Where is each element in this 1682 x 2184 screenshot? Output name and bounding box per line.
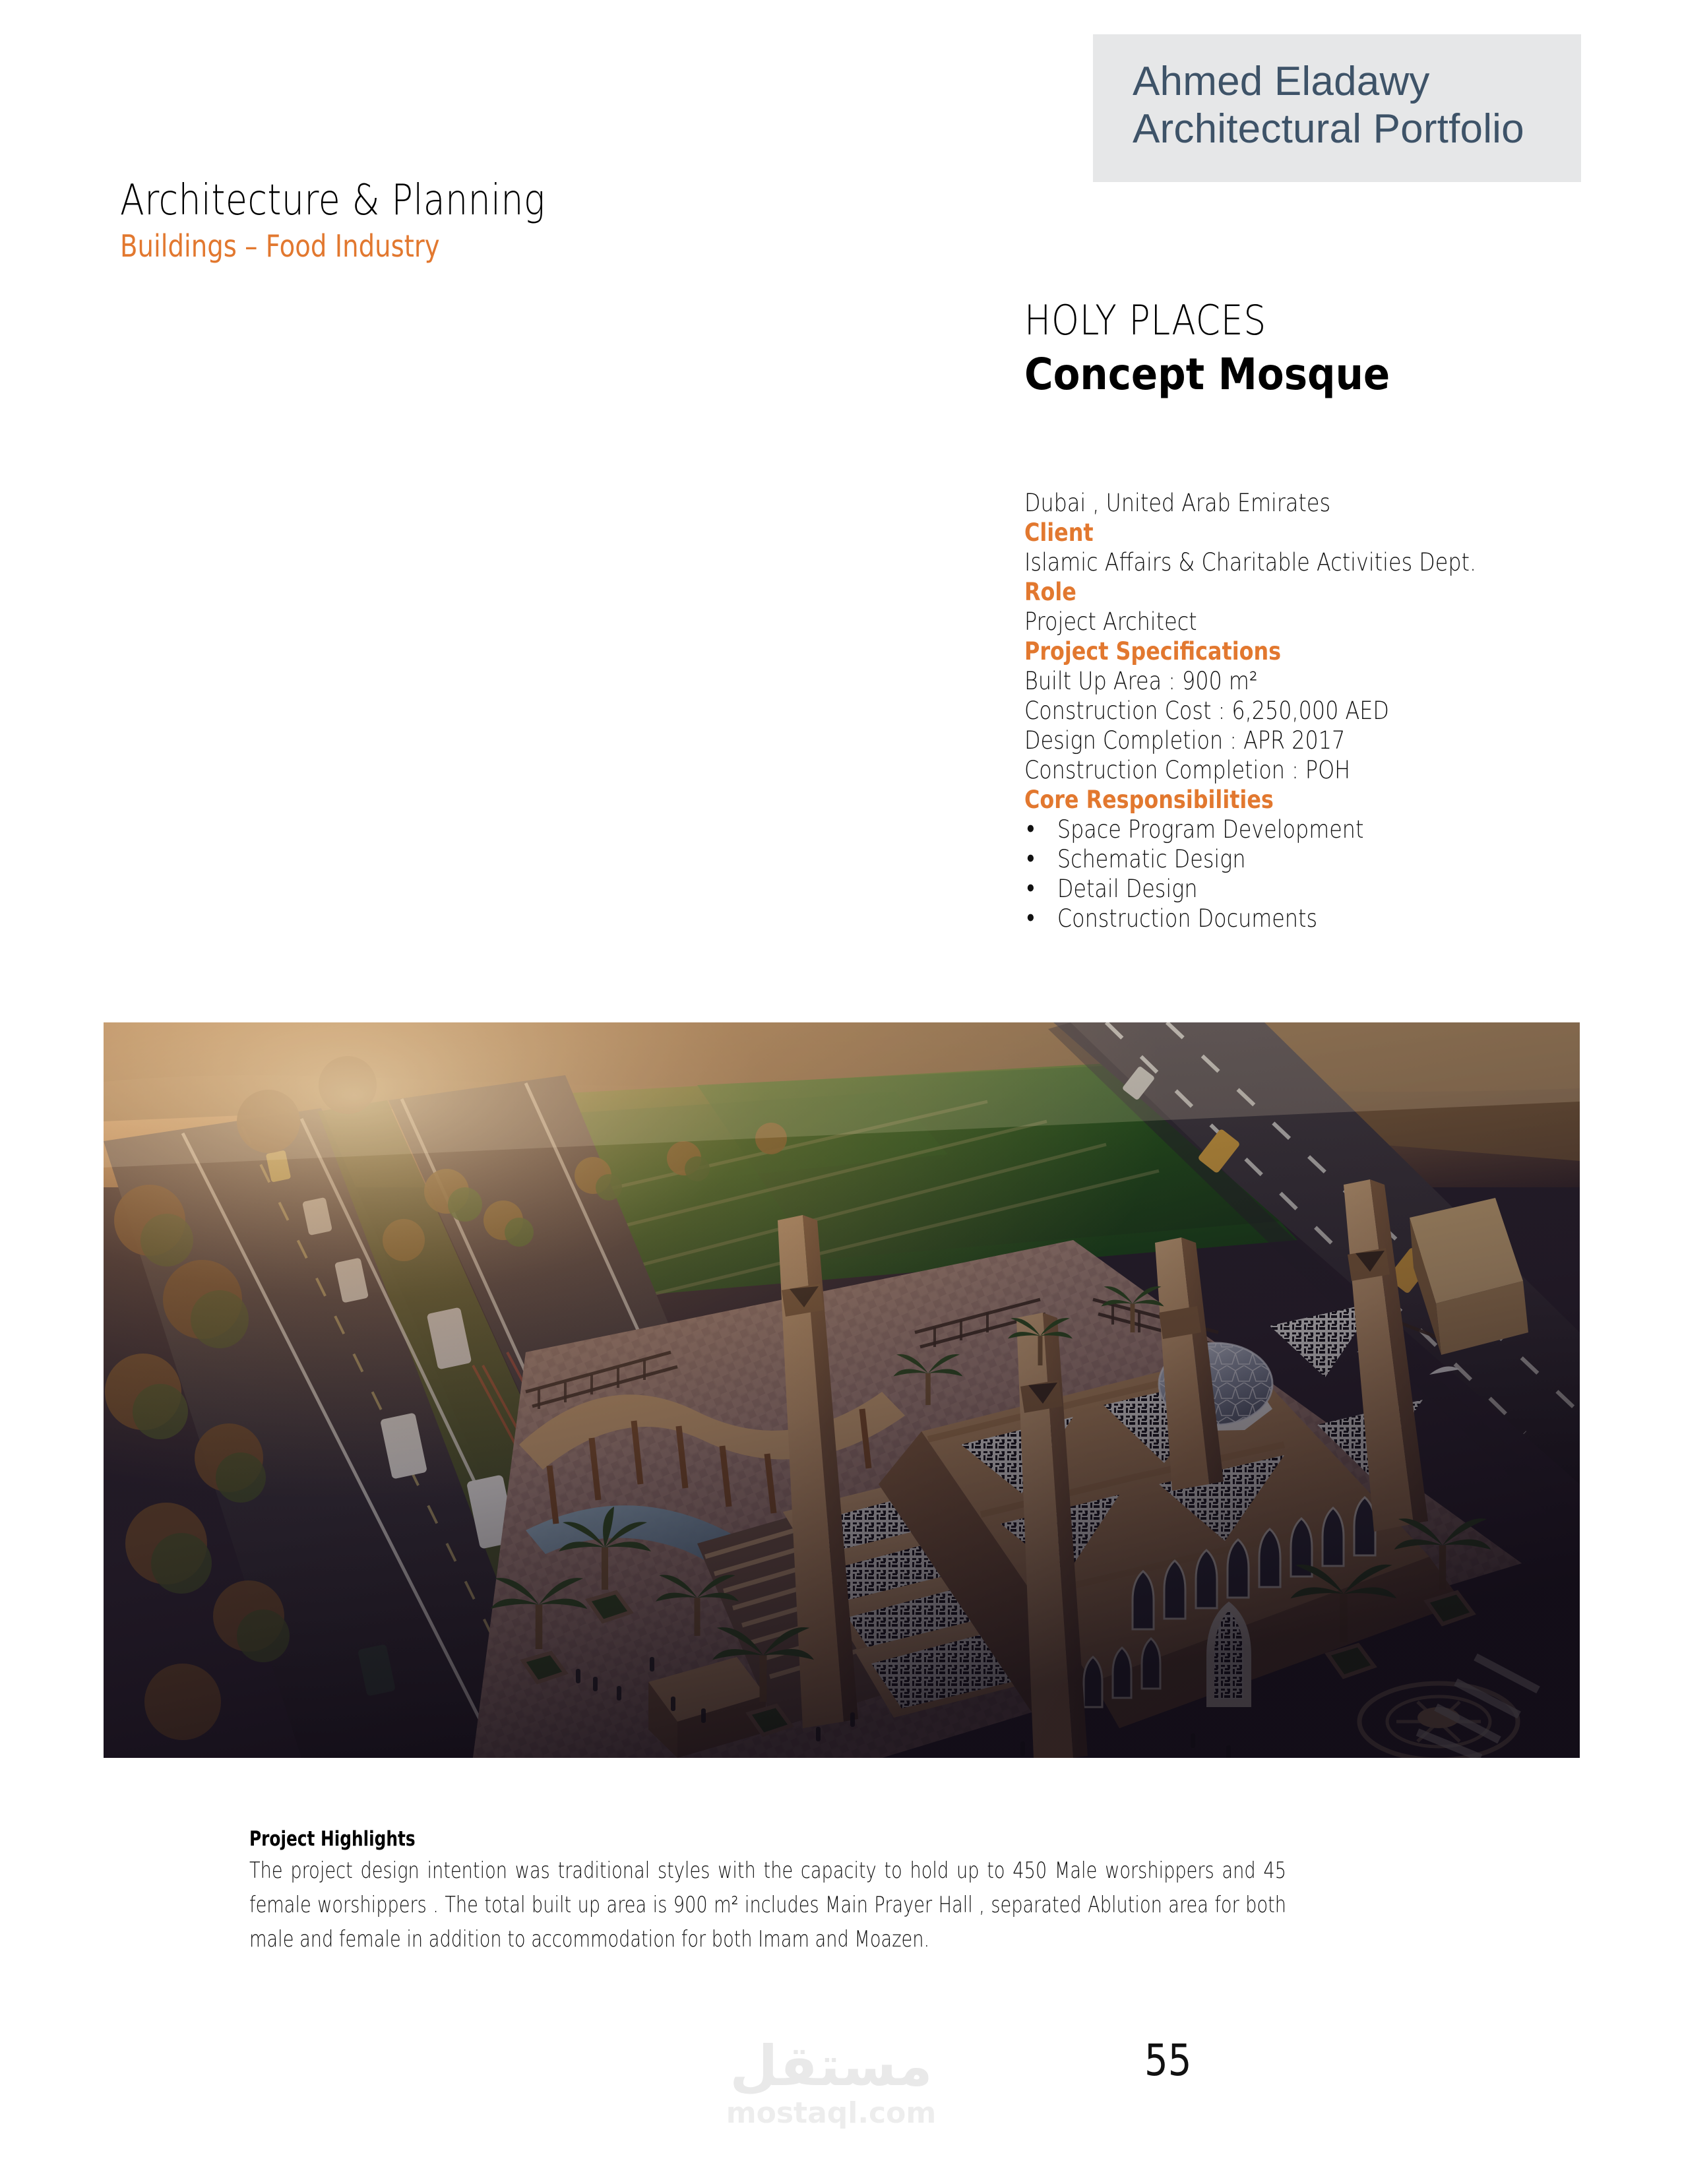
responsibility-space-program: Space Program Development bbox=[1057, 815, 1364, 844]
list-item bbox=[1024, 904, 1489, 933]
mosque-aerial-render bbox=[104, 1022, 1580, 1758]
project-location: Dubai , United Arab Emirates bbox=[1024, 489, 1331, 517]
responsibilities-label: Core Responsibilities bbox=[1024, 786, 1274, 814]
author-name: Ahmed Eladawy bbox=[1133, 59, 1430, 104]
bullet-icon: • bbox=[1024, 904, 1037, 933]
list-item bbox=[1024, 815, 1489, 844]
spec-construction-completion: Construction Completion : POH bbox=[1024, 756, 1351, 784]
spec-construction-cost: Construction Cost : 6,250,000 AED bbox=[1024, 697, 1389, 725]
bullet-icon: • bbox=[1024, 815, 1037, 844]
project-name: Concept Mosque bbox=[1024, 349, 1390, 400]
section-heading bbox=[120, 176, 626, 264]
project-render-image bbox=[104, 1022, 1580, 1758]
watermark-latin-text: mostaql.com bbox=[726, 2096, 937, 2130]
portfolio-header-badge bbox=[1093, 34, 1581, 182]
project-highlights-block bbox=[249, 1826, 1286, 1956]
page-number: 55 bbox=[1144, 2035, 1192, 2086]
bullet-icon: • bbox=[1024, 845, 1037, 873]
client-label: Client bbox=[1024, 518, 1094, 547]
mostaql-watermark bbox=[722, 2034, 940, 2130]
section-title: Architecture & Planning bbox=[120, 176, 545, 225]
responsibility-schematic-design: Schematic Design bbox=[1057, 845, 1246, 873]
client-value: Islamic Affairs & Charitable Activities Dept. bbox=[1024, 548, 1477, 577]
list-item bbox=[1024, 874, 1489, 904]
highlights-title: Project Highlights bbox=[249, 1827, 416, 1851]
spec-built-up-area: Built Up Area : 900 m² bbox=[1024, 667, 1258, 695]
specifications-label: Project Specifications bbox=[1024, 637, 1282, 666]
role-value: Project Architect bbox=[1024, 608, 1197, 636]
responsibility-detail-design: Detail Design bbox=[1057, 875, 1198, 903]
project-title-block bbox=[1024, 296, 1431, 400]
highlights-body: The project design intention was traditional styles with the capacity to hold up to 450 Male worshippers and 45 female worshippers . The total built up area is 900 m² includes Main Prayer Hall , separated Ablution area for both male and female in addition to accommodation for both Imam and Moazen. bbox=[249, 1857, 1286, 1952]
section-subtitle: Buildings – Food Industry bbox=[120, 228, 440, 264]
spec-design-completion: Design Completion : APR 2017 bbox=[1024, 726, 1346, 755]
list-item bbox=[1024, 844, 1489, 874]
project-specifications-block bbox=[1024, 488, 1565, 933]
watermark-arabic-text: مستقل bbox=[730, 2034, 933, 2098]
project-category: HOLY PLACES bbox=[1024, 296, 1267, 344]
responsibility-construction-documents: Construction Documents bbox=[1057, 904, 1318, 933]
bullet-icon: • bbox=[1024, 875, 1037, 903]
portfolio-label: Architectural Portfolio bbox=[1133, 106, 1524, 152]
role-label: Role bbox=[1024, 578, 1076, 606]
